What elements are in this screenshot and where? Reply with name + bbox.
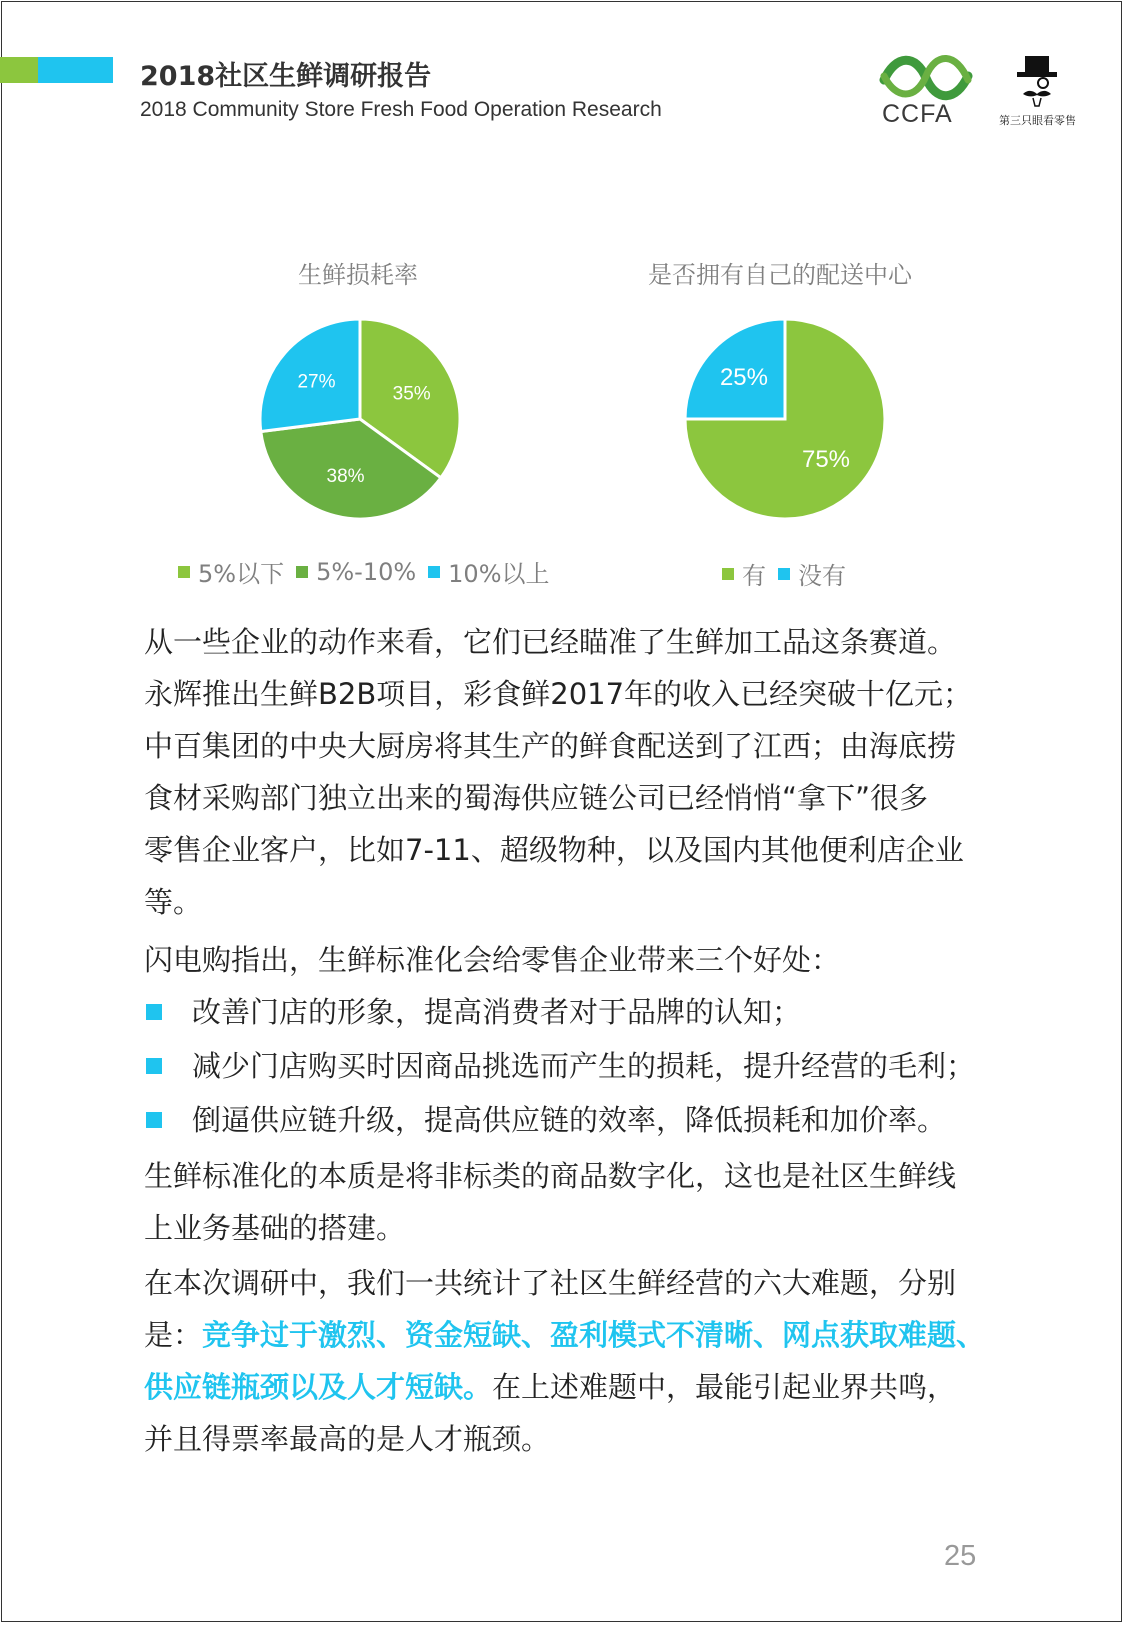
text-line: 从一些企业的动作来看，它们已经瞄准了生鲜加工品这条赛道。 (144, 625, 957, 659)
text-line: 并且得票率最高的是人才瓶颈。 (144, 1422, 551, 1456)
text-fragment: 是： (144, 1318, 203, 1352)
text-line: 闪电购指出，生鲜标准化会给零售企业带来三个好处： (144, 943, 841, 977)
paragraph-1 (144, 616, 972, 928)
text-line (144, 1309, 985, 1361)
legend-swatch (296, 566, 308, 578)
ccfa-logo-text: CCFA (882, 100, 953, 128)
chart1-slice-label: 27% (297, 371, 336, 393)
list-item-text: 改善门店的形象，提高消费者对于品牌的认知； (192, 995, 802, 1029)
text-line: 中百集团的中央大厨房将其生产的鲜食配送到了江西；由海底捞 (144, 729, 957, 763)
legend-label: 5%以下 (198, 560, 285, 588)
paragraph-4 (144, 1257, 985, 1465)
page-number: 25 (944, 1540, 977, 1572)
paragraph-3 (144, 1150, 956, 1254)
highlight-text: 供应链瓶颈以及人才短缺。 (144, 1370, 493, 1404)
text-line: 在本次调研中，我们一共统计了社区生鲜经营的六大难题，分别 (144, 1266, 957, 1300)
chart2-pie (675, 309, 895, 529)
bullet-square-icon (146, 1004, 162, 1020)
chart1-slice-label: 38% (326, 466, 365, 488)
legend-swatch (178, 566, 190, 578)
text-line: 零售企业客户，比如7-11、超级物种，以及国内其他便利店企业 (144, 833, 964, 867)
legend-label: 10%以上 (448, 560, 550, 588)
list-item (144, 1039, 975, 1093)
list-item (144, 1093, 975, 1147)
chart2-legend-item (778, 556, 846, 591)
highlight-text: 竞争过于激烈、资金短缺、盈利模式不清晰、网点获取难题、 (202, 1318, 986, 1352)
chart2-slice-label: 75% (801, 446, 851, 474)
legend-label: 有 (742, 562, 766, 590)
ccfa-logo (876, 50, 976, 134)
list-item-text: 减少门店购买时因商品挑选而产生的损耗，提升经营的毛利； (192, 1049, 976, 1083)
text-line: 食材采购部门独立出来的蜀海供应链公司已经悄悄“拿下”很多 (144, 781, 929, 815)
text-line: 生鲜标准化的本质是将非标类的商品数字化，这也是社区生鲜线 (144, 1159, 957, 1193)
legend-label: 5%-10% (316, 557, 417, 586)
legend-swatch (428, 566, 440, 578)
chart2-slice-label: 25% (719, 363, 769, 391)
ccfa-logo-mark-icon (876, 50, 976, 104)
text-line (144, 1361, 985, 1413)
report-title: 2018社区生鲜调研报告 (140, 61, 432, 92)
header-accent-blue (38, 57, 113, 83)
text-line: 永辉推出生鲜B2B项目，彩食鲜2017年的收入已经突破十亿元； (144, 677, 973, 711)
header-accent-green (0, 57, 38, 83)
bullet-square-icon (146, 1058, 162, 1074)
report-subtitle: 2018 Community Store Fresh Food Operation Research (140, 98, 662, 121)
chart1-legend-item (178, 554, 284, 589)
list-item-text: 倒逼供应链升级，提高供应链的效率，降低损耗和加价率。 (192, 1103, 947, 1137)
text-line: 上业务基础的搭建。 (144, 1211, 406, 1245)
chart2-legend-item (722, 556, 766, 591)
hat-mustache-icon (1005, 50, 1075, 112)
paragraph-2 (144, 934, 840, 986)
list-item (144, 985, 975, 1039)
text-line: 等。 (144, 885, 203, 919)
third-eye-logo (985, 50, 1095, 134)
chart2-title: 是否拥有自己的配送中心 (648, 261, 912, 289)
chart1-title: 生鲜损耗率 (298, 261, 418, 289)
chart2-legend (722, 556, 858, 591)
legend-label: 没有 (798, 562, 846, 590)
chart1-legend-item (428, 554, 549, 589)
bullet-square-icon (146, 1112, 162, 1128)
third-eye-logo-text: 第三只眼看零售 (999, 114, 1076, 127)
chart1-legend (178, 554, 562, 589)
chart1-pie (250, 309, 470, 529)
chart1-slice-label: 35% (392, 383, 431, 405)
legend-swatch (722, 568, 734, 580)
legend-swatch (778, 568, 790, 580)
benefits-list (144, 985, 975, 1147)
chart1-legend-item (296, 558, 416, 586)
text-fragment: 在上述难题中，最能引起业界共鸣， (492, 1370, 957, 1404)
